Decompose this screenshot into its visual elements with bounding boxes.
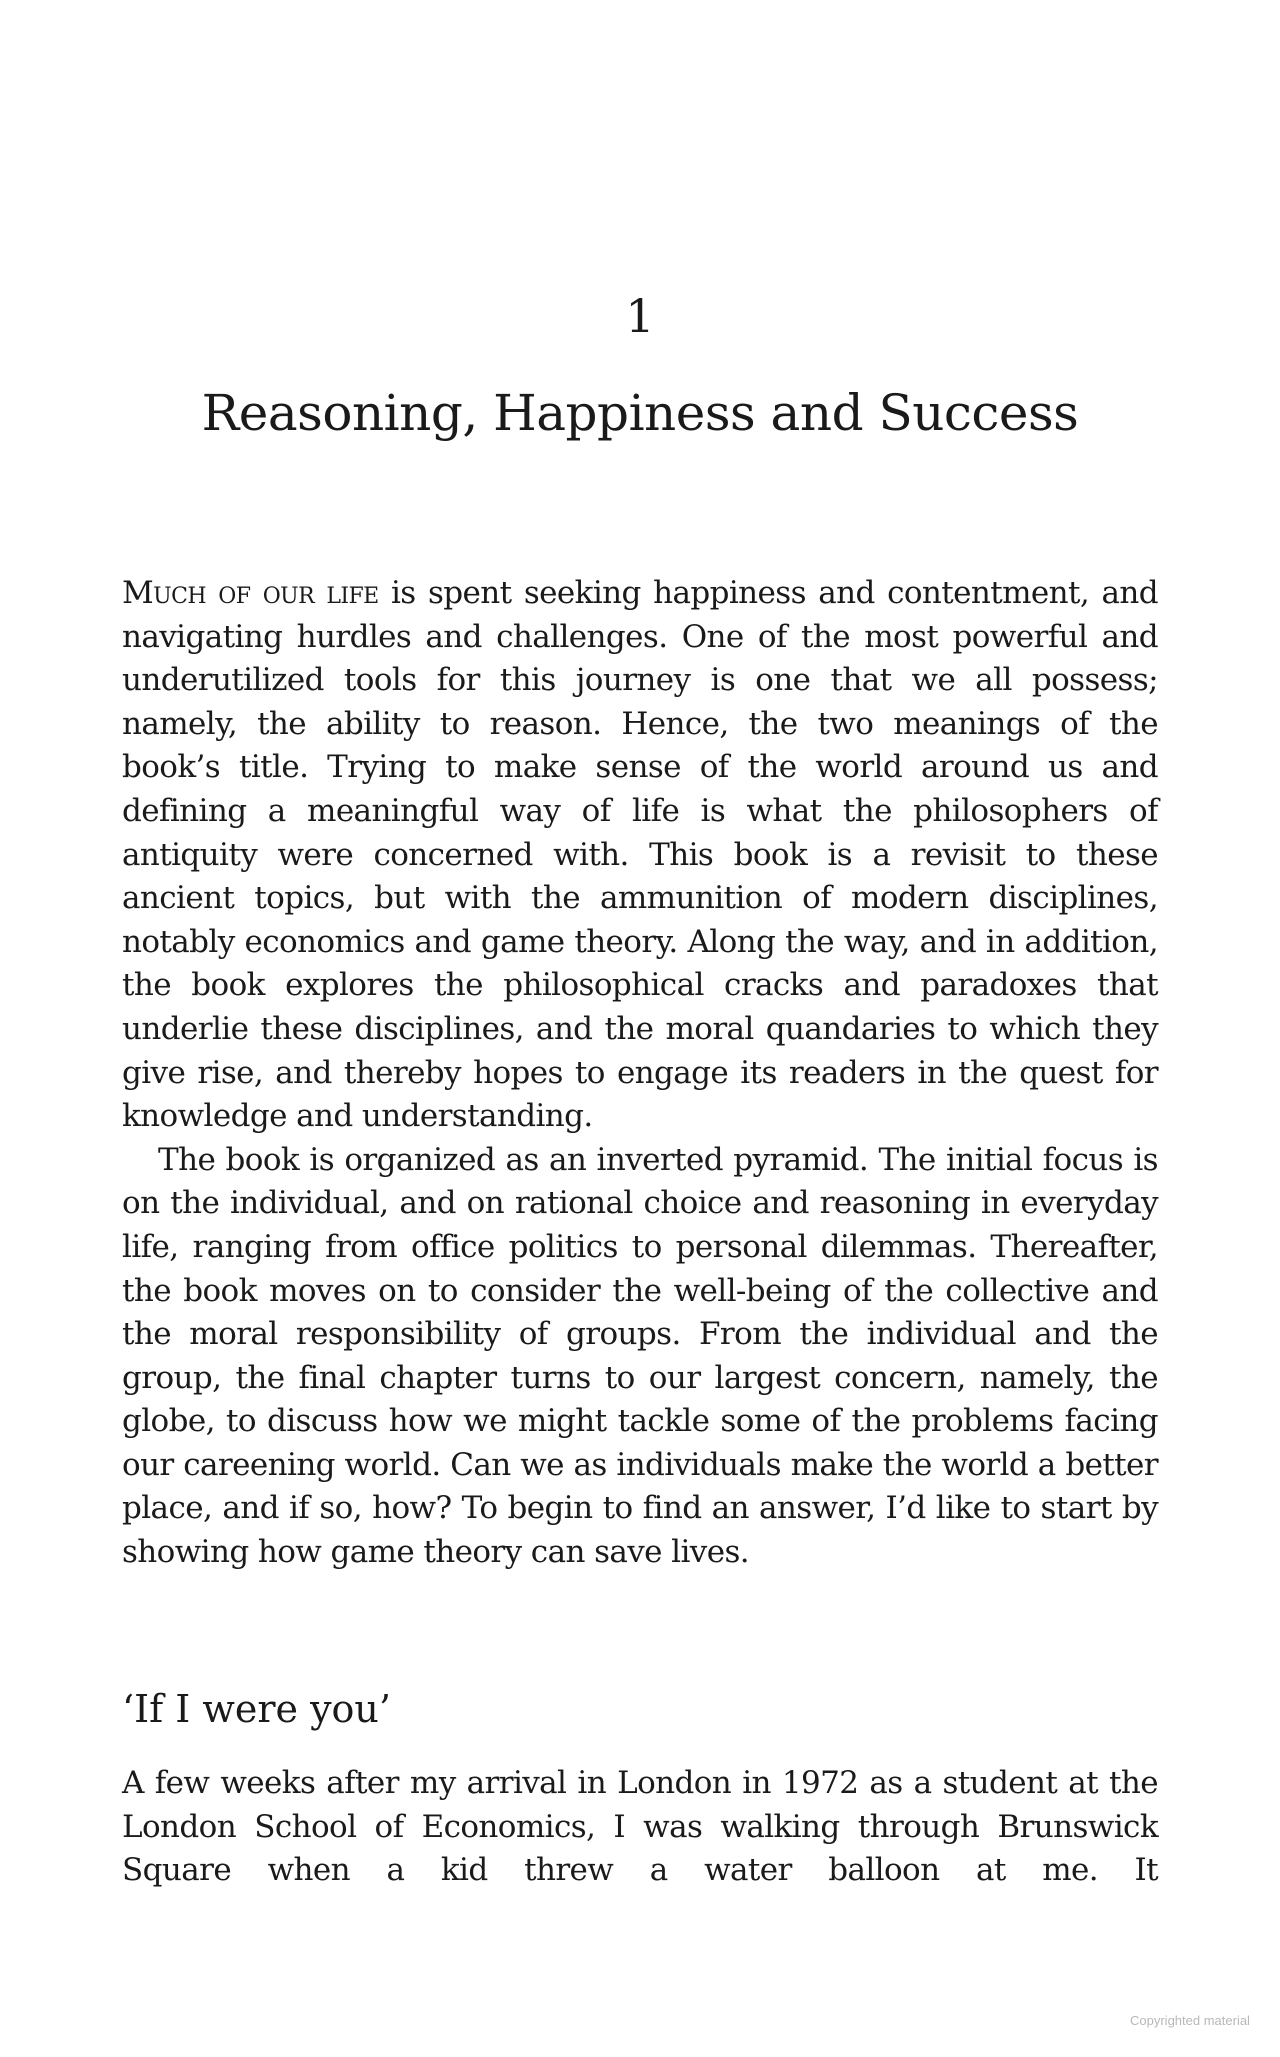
section-heading: ‘If I were you’ (122, 1687, 391, 1731)
paragraph-1 (122, 572, 1158, 1139)
chapter-title: Reasoning, Happiness and Success (201, 384, 1079, 442)
copyright-watermark: Copyrighted material (1130, 2013, 1250, 2028)
chapter-number: 1 (625, 289, 655, 343)
paragraph-3: A few weeks after my arrival in London in 1972 as a student at the London School of Economics, I was walking through Brunswick Square when a kid threw a water balloon at me. It (122, 1765, 1158, 1889)
paragraph-2: The book is organized as an inverted pyramid. The initial focus is on the individual, and on rational choice and reasoning in everyday life, ranging from office politics to personal dilemmas. Thereafter, the book moves on to consider the well-being of the collective and the moral responsibility of groups. From the individual and the group, the final chapter turns to our largest concern, namely, the globe, to discuss how we might tackle some of the problems facing our careening world. Can we as individuals make the world a better place, and if so, how? To begin to find an answer, I’d like to start by showing how game theory can save lives. (122, 1141, 1158, 1571)
section-text (122, 1762, 1158, 1893)
intro-text (122, 572, 1158, 1575)
small-caps-lead: Much of our life (122, 575, 379, 611)
paragraph-1-text: is spent seeking happiness and contentment, and navigating hurdles and challenges. One of the most powerful and underutilized tools for this journey is one that we all possess; namely, the ability to reason. Hence, the two meanings of the book’s title. Trying to make sense of the world around us and defining a meaningful way of life is what the philosophers of antiquity were concerned with. This book is a revisit to these ancient topics, but with the ammunition of modern disciplines, notably economics and game theory. Along the way, and in addition, the book explores the philosophical cracks and paradoxes that underlie these disciplines, and the moral quandaries to which they give rise, and thereby hopes to engage its readers in the quest for knowledge and understanding. (122, 575, 1158, 1135)
